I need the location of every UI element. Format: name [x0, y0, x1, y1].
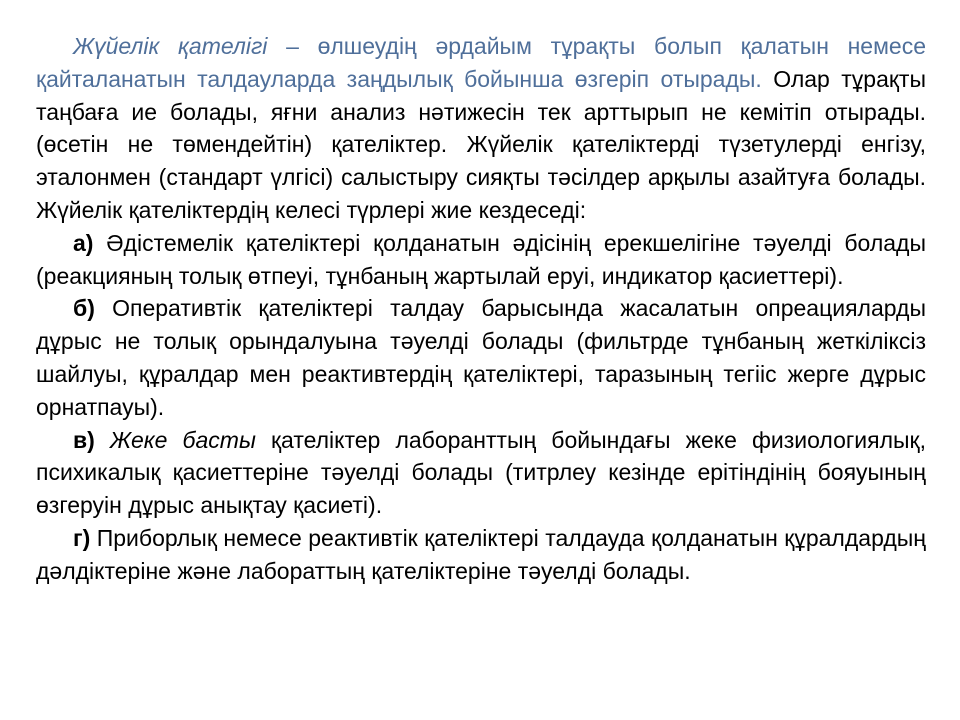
item-text: Оперативтік қателіктері талдау барысында жасалатын опреацияларды дұрыс не толық орындалуына тәуелді болады (фильтрде тұнбаның жеткіліксіз шайлуы, құралдар мен реактивтердің қателіктері, таразының тегііс жерге дұрыс орнатпауы). [36, 295, 926, 420]
definition-term: Жүйелік қателігі [73, 33, 268, 59]
item-text: Әдістемелік қателіктері қолданатын әдісінің ерекшелігіне тәуелді болады (реакцияның толық өтпеуі, тұнбаның жартылай еруі, индикатор қасиеттері). [36, 229, 926, 289]
list-item-b [36, 292, 926, 423]
item-label: г) [73, 524, 91, 551]
intro-paragraph [36, 30, 926, 227]
item-italic-text: Жеке басты [94, 426, 256, 453]
item-label: б) [73, 295, 95, 322]
item-text: Приборлық немесе реактивтік қателіктері талдауда қолданатын құралдардың дәлдіктеріне және лабораттың қателіктеріне тәуелді болады. [36, 524, 926, 584]
intro-body: Олар тұрақты таңбаға ие болады, яғни анализ нәтижесін тек арттырып не кемітіп отырады. (өсетін не төмендейтін) қателіктер. Жүйелік қателіктерді түзетулерді енгізу, эталонмен (стандарт үлгісі) салыстыру сияқты тәсілдер арқылы азайтуға болады. Жүйелік қателіктердің келесі түрлері жие кездеседі: [36, 65, 926, 223]
list-item-a [36, 227, 926, 293]
item-label: в) [73, 426, 95, 453]
definition-text: – өлшеудің әрдайым тұрақты болып қалатын немесе қайталанатын талдауларда заңдылық бойынша өзгеріп отырады. [36, 33, 926, 92]
slide-text [36, 30, 926, 588]
list-item-g [36, 522, 926, 588]
item-text: қателіктер лаборанттың бойындағы жеке физиологиялық, психикалық қасиеттеріне тәуелді болады (титрлеу кезінде ерітіндінің бояуының өзгеруін дұрыс анықтау қасиеті). [36, 426, 926, 519]
item-label: а) [73, 229, 94, 256]
list-item-v [36, 424, 926, 522]
